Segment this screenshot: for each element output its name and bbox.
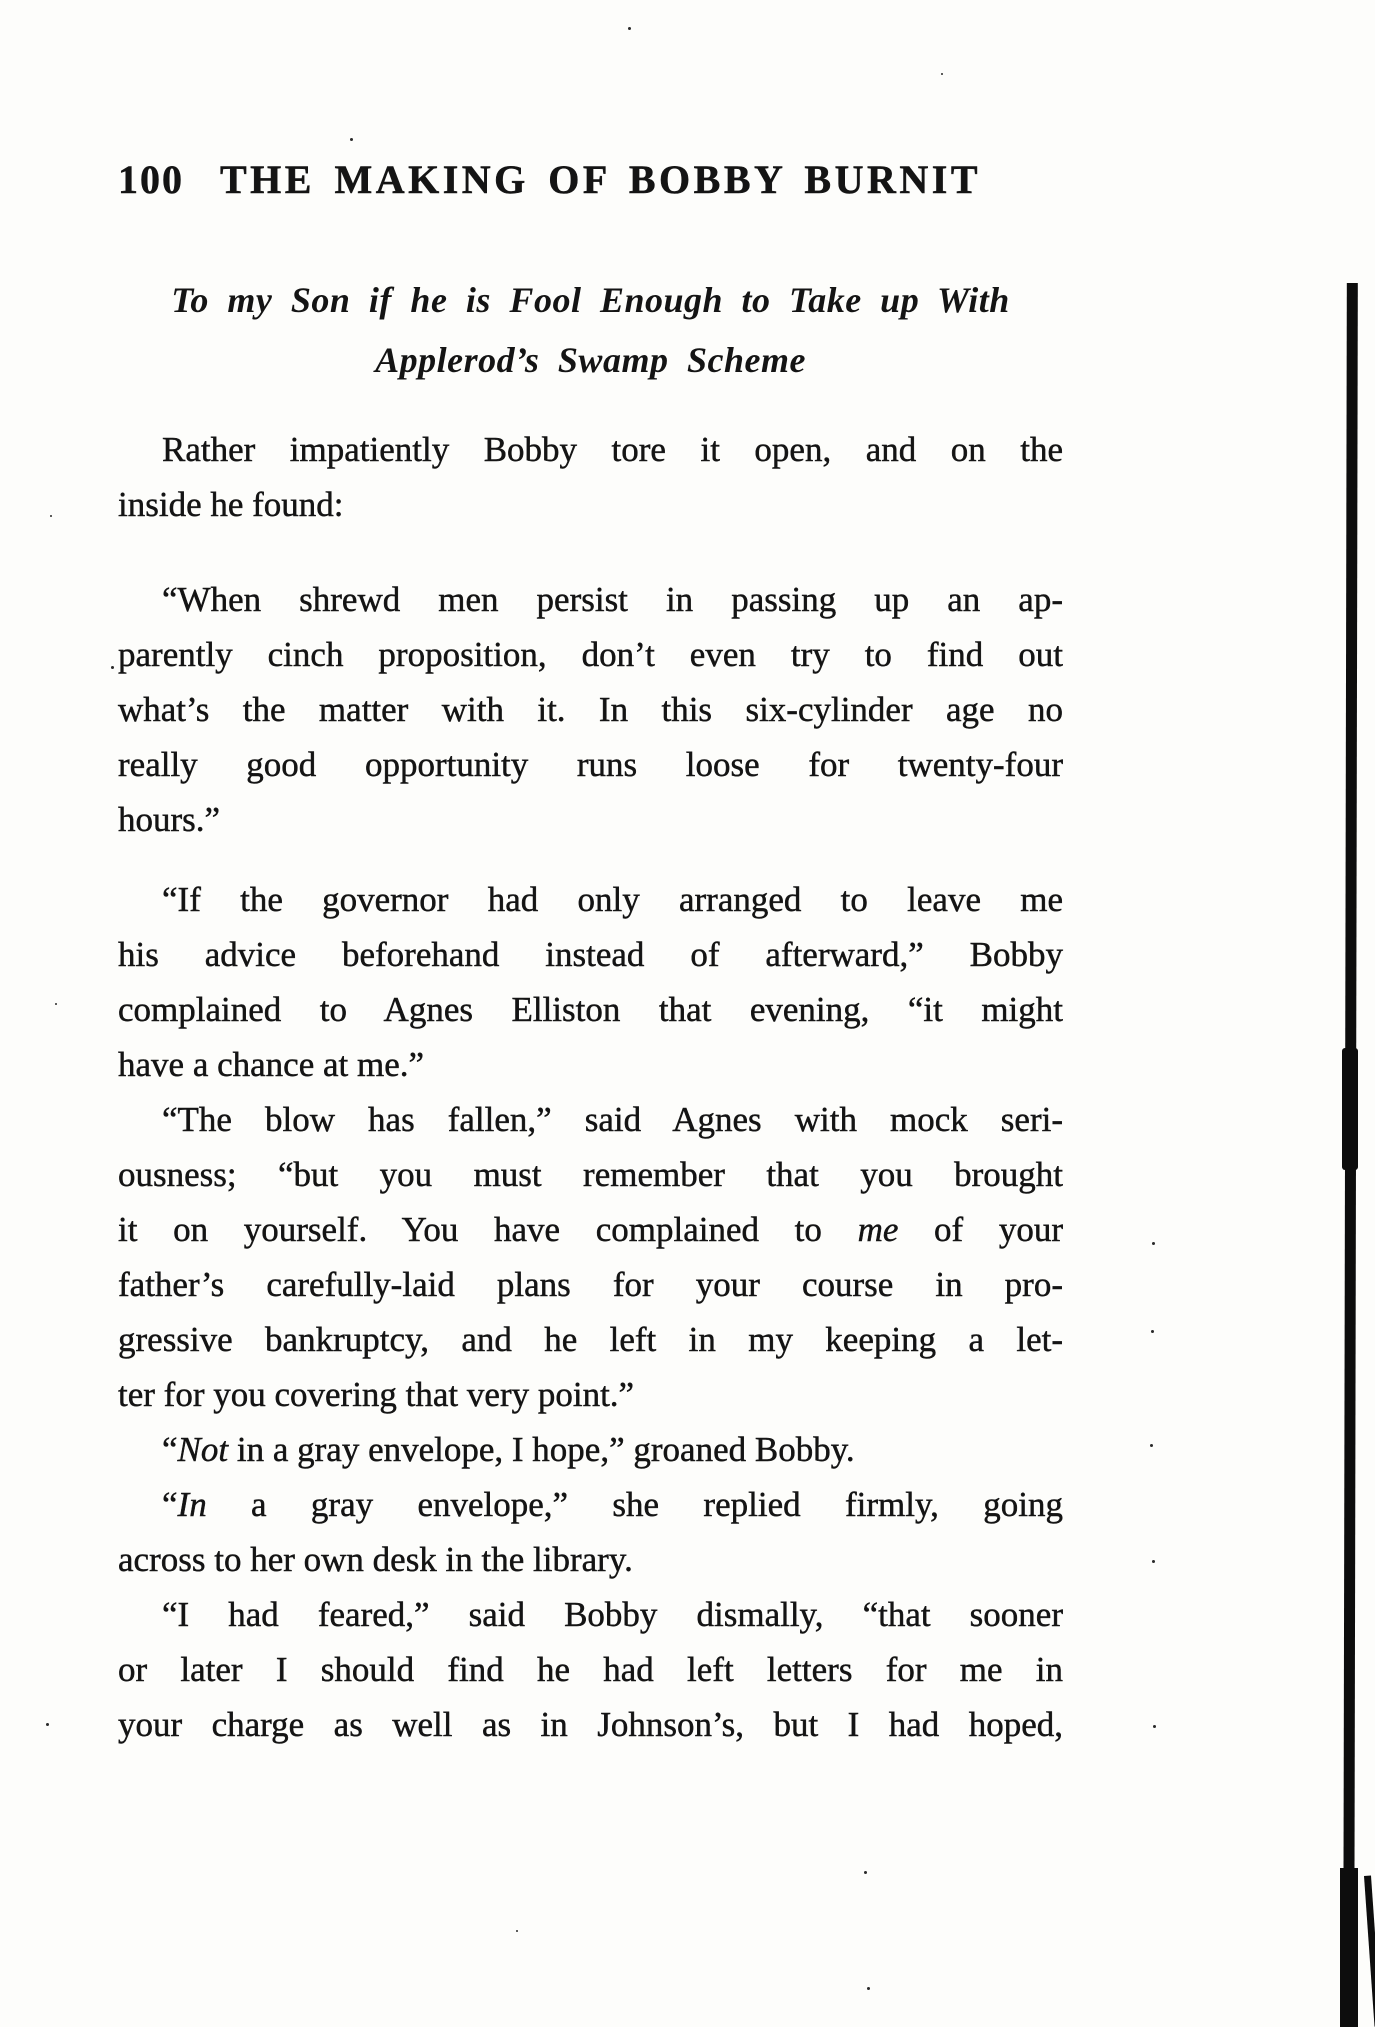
paragraph <box>118 1092 1063 1422</box>
text-line <box>118 1037 1063 1092</box>
text-segment: “ <box>162 1485 178 1524</box>
text-line <box>118 1202 1063 1257</box>
page-edge-shadow-fork <box>1364 1876 1375 2027</box>
text-segment: or later I should find he had left letters for me in <box>118 1650 1063 1689</box>
text-line <box>118 1477 1063 1532</box>
page-number: 100 <box>118 157 184 202</box>
paragraph <box>118 422 1063 532</box>
text-segment: across to her own desk in the library. <box>118 1540 633 1579</box>
text-segment: inside he found: <box>118 485 344 524</box>
text-line <box>118 1642 1063 1697</box>
text-line <box>118 422 1063 477</box>
text-segment: gressive bankruptcy, and he left in my keeping a let- <box>118 1320 1063 1359</box>
letter-heading <box>118 270 1063 390</box>
text-segment: have a chance at me.” <box>118 1045 425 1084</box>
text-segment: Rather impatiently Bobby tore it open, and on the <box>162 430 1063 469</box>
scan-speck <box>864 1871 867 1874</box>
page-edge-shadow-foot <box>1340 1868 1358 2027</box>
text-segment: “If the governor had only arranged to leave me <box>162 880 1063 919</box>
text-segment: hours.” <box>118 800 221 839</box>
scan-speck <box>628 27 631 30</box>
text-segment: ter for you covering that very point.” <box>118 1375 635 1414</box>
text-line <box>118 682 1063 737</box>
block-quote-paragraph <box>118 572 1063 847</box>
paragraph <box>118 1422 1063 1477</box>
text-segment: “ <box>162 1430 178 1469</box>
text-line <box>118 1147 1063 1202</box>
letter-heading-line-1: To my Son if he is Fool Enough to Take up With <box>171 280 1010 320</box>
text-line <box>118 737 1063 792</box>
scan-speck <box>55 1003 57 1005</box>
text-segment: it on yourself. You have complained to <box>118 1210 858 1249</box>
text-line <box>118 572 1063 627</box>
text-line <box>118 1257 1063 1312</box>
text-segment: really good opportunity runs loose for twenty-four <box>118 745 1063 784</box>
text-line <box>118 982 1063 1037</box>
scan-speck <box>867 1987 870 1990</box>
paragraph <box>118 1587 1063 1752</box>
italic-text: Not <box>177 1430 229 1469</box>
text-line <box>118 1422 1063 1477</box>
text-segment: ousness; “but you must remember that you brought <box>118 1155 1063 1194</box>
text-segment: “When shrewd men persist in passing up an ap- <box>162 580 1063 619</box>
text-line <box>118 1092 1063 1147</box>
text-segment: complained to Agnes Elliston that evening, “it might <box>118 990 1063 1029</box>
text-segment: his advice beforehand instead of afterward,” Bobby <box>118 935 1063 974</box>
text-segment: of your <box>898 1210 1064 1249</box>
text-line <box>118 1697 1063 1752</box>
text-segment: a gray envelope,” she replied firmly, going <box>206 1485 1063 1524</box>
text-segment: what’s the matter with it. In this six-cylinder age no <box>118 690 1063 729</box>
scan-speck <box>50 515 52 517</box>
letter-heading-line-2: Applerod’s Swamp Scheme <box>375 340 806 380</box>
scan-speck <box>516 1930 518 1932</box>
scan-speck <box>1152 1242 1155 1245</box>
text-segment: father’s carefully-laid plans for your course in pro- <box>118 1265 1063 1304</box>
scan-speck <box>350 138 353 141</box>
page-edge-shadow-blob <box>1342 1048 1358 1170</box>
paragraph <box>118 872 1063 1092</box>
text-segment: “I had feared,” said Bobby dismally, “that sooner <box>162 1595 1063 1634</box>
text-line <box>118 792 1063 847</box>
scan-speck <box>1153 1725 1156 1728</box>
text-line <box>118 872 1063 927</box>
scan-speck <box>46 1723 49 1726</box>
text-line <box>118 1587 1063 1642</box>
running-head <box>118 158 1078 202</box>
scan-speck <box>941 73 943 75</box>
scan-speck <box>1151 1330 1154 1333</box>
text-segment: “The blow has fallen,” said Agnes with mock seri- <box>162 1100 1063 1139</box>
paragraph <box>118 1477 1063 1587</box>
book-title: THE MAKING OF BOBBY BURNIT <box>220 157 981 202</box>
text-segment: parently cinch proposition, don’t even try to find out <box>118 635 1063 674</box>
text-line <box>118 927 1063 982</box>
text-line <box>118 477 1063 532</box>
scan-speck <box>111 666 114 669</box>
text-segment: in a gray envelope, I hope,” groaned Bobby. <box>228 1430 855 1469</box>
text-line <box>118 1532 1063 1587</box>
text-line <box>118 1367 1063 1422</box>
italic-text: In <box>177 1485 207 1524</box>
text-segment: your charge as well as in Johnson’s, but I had hoped, <box>118 1705 1063 1744</box>
scan-speck <box>1152 1560 1155 1563</box>
text-line <box>118 627 1063 682</box>
scan-speck <box>1150 1444 1153 1447</box>
text-block <box>118 422 1063 1752</box>
text-line <box>118 1312 1063 1367</box>
italic-text: me <box>857 1210 899 1249</box>
